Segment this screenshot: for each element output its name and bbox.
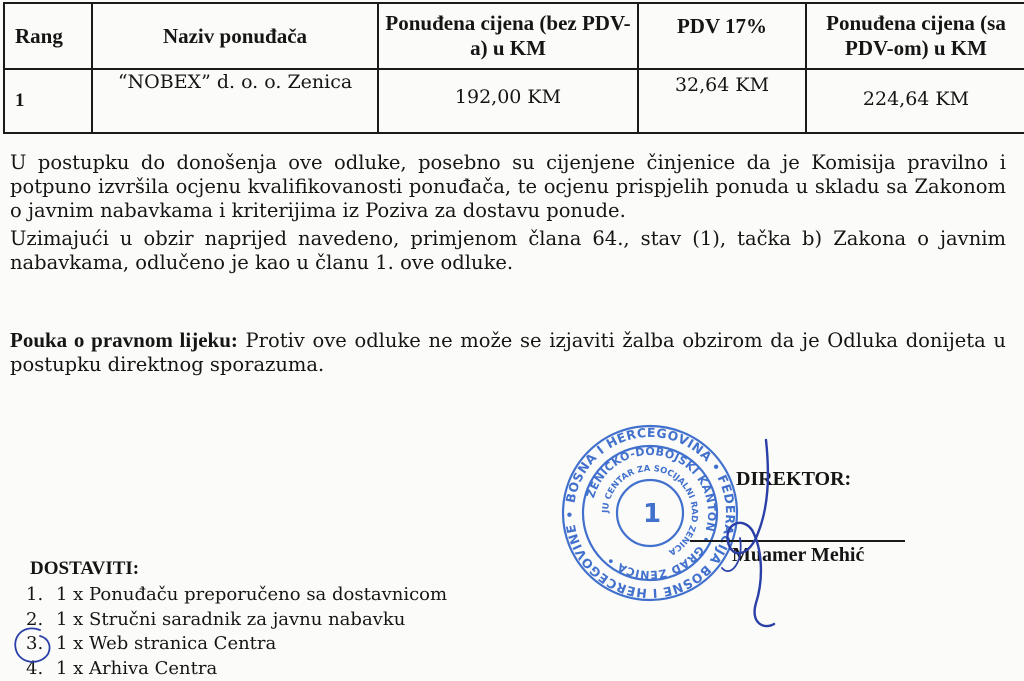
list-item: 4. 1 x Arhiva Centra: [26, 657, 447, 681]
header-price-net: Ponuđena cijena (bez PDV-a) u KM: [378, 3, 638, 69]
director-title: DIREKTOR:: [736, 468, 851, 491]
distribution-list: [26, 583, 447, 681]
paragraph-legal-basis: Uzimajući u obzir naprijed navedeno, primjenom člana 64., stav (1), tačka b) Zakona o javnim nabavkama, odlučeno je kao u članu 1. ove odluke.: [10, 227, 1006, 275]
legal-remedy-label: Pouka o pravnom lijeku:: [10, 328, 238, 352]
legal-remedy-text: Protiv ove odluke ne može se izjaviti žalba obzirom da je Odluka donijeta u postupku direktnog sporazuma.: [10, 329, 1006, 376]
header-price-gross: Ponuđena cijena (sa PDV-om) u KM: [806, 3, 1024, 69]
paragraph-assessment: U postupku do donošenja ove odluke, posebno su cijenjene činjenice da je Komisija pravilno i potpuno izvršila ocjenu kvalifikovanosti ponuđača, te ocjenu prispjelih ponuda u skladu sa Zakonom o javnim nabavkama i kriterijima iz Poziva za dostavu ponude.: [10, 151, 1006, 223]
stamp-outer-text: BOSNA I HERCEGOVINA • FEDERACIJA BOSNE I HERCEGOVINE •: [562, 425, 738, 601]
stamp-center-number: 1: [643, 499, 661, 529]
director-name: Muamer Mehić: [732, 544, 864, 567]
header-name: Naziv ponuđača: [92, 3, 378, 69]
cell-rank: 1: [4, 69, 92, 133]
list-item: 3. 1 x Web stranica Centra: [26, 632, 447, 657]
cell-price-net: 192,00 KM: [378, 69, 638, 133]
handwritten-signature-icon: [670, 438, 780, 638]
stamp-middle-text: ZENIČKO-DOBOJSKI KANTON • GRAD ZENICA •: [584, 445, 718, 581]
cell-vat: 32,64 KM: [638, 69, 806, 133]
cell-price-gross: 224,64 KM: [806, 69, 1024, 133]
offers-table: [3, 2, 1024, 134]
paragraph-legal-remedy: [10, 328, 1006, 377]
list-item: 2. 1 x Stručni saradnik za javnu nabavku: [26, 608, 447, 633]
table-header-row: [4, 3, 1024, 69]
header-vat: PDV 17%: [638, 3, 806, 69]
table-row: [4, 69, 1024, 133]
handwritten-circle-icon: [10, 624, 54, 670]
distribution-title: DOSTAVITI:: [30, 558, 139, 580]
list-item: 1. 1 x Ponuđaču preporučeno sa dostavnicom: [26, 583, 447, 608]
stamp-inner-text: JU CENTAR ZA SOCIJALNI RAD ZENICA: [601, 464, 699, 557]
cell-name: “NOBEX” d. o. o. Zenica: [92, 69, 378, 133]
header-rank: Rang: [4, 3, 92, 69]
